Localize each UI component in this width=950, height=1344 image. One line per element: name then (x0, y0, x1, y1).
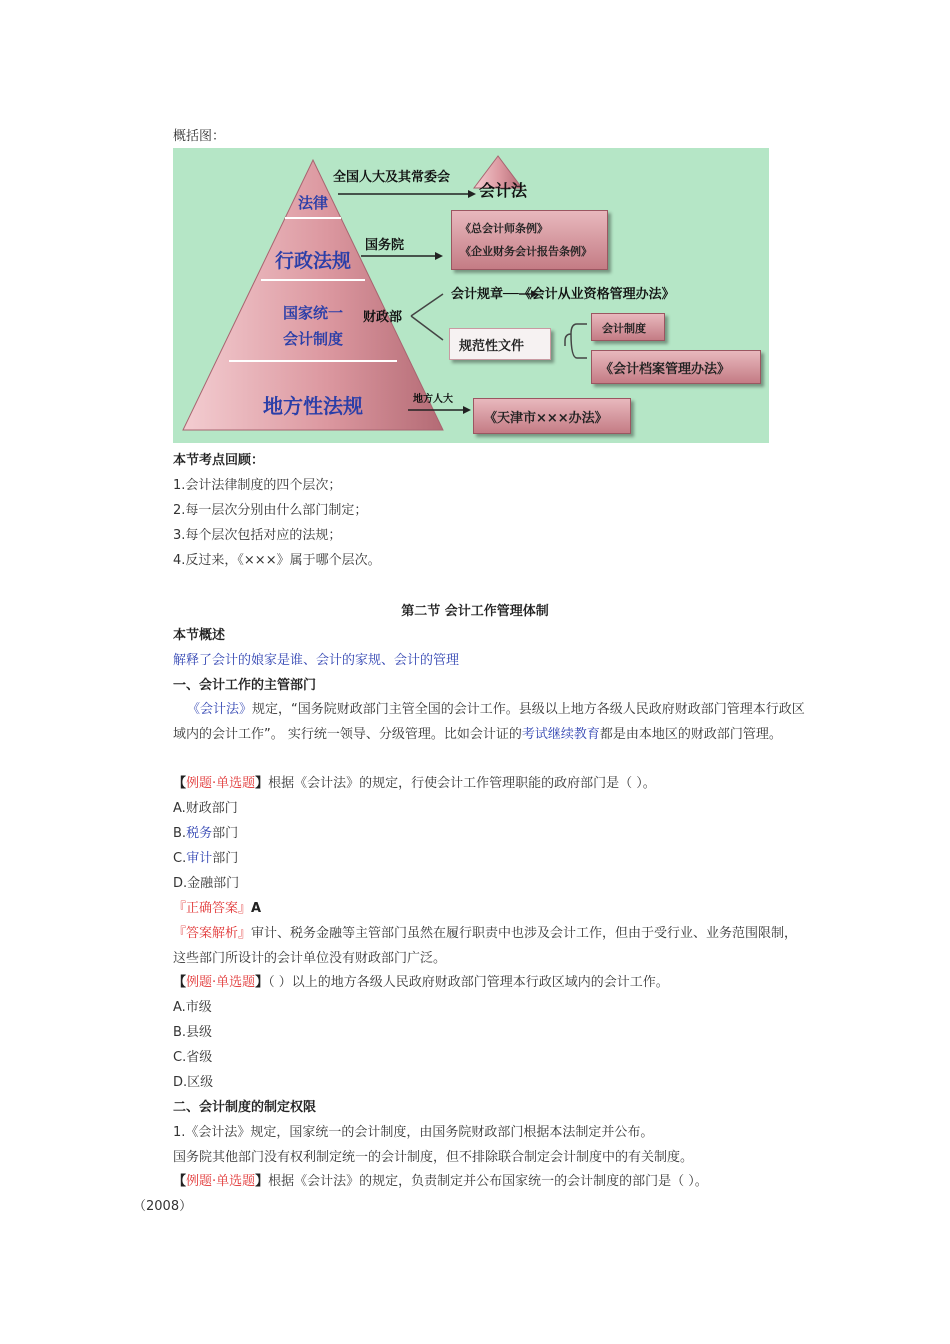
review-item: 3.每个层次包括对应的法规； (173, 528, 342, 543)
question-stem: 根据《会计法》的规定，负责制定并公布国家统一的会计制度的部门是（ ）。 (268, 1174, 708, 1189)
answer-label: 正确答案 (186, 901, 239, 916)
answer-analysis (173, 921, 808, 971)
admin-reg-item: 《总会计师条例》 (460, 222, 548, 235)
bracket: 【 (173, 1174, 187, 1189)
option-a (173, 799, 238, 819)
maker-npc-label: 全国人大及其常委会 (333, 170, 451, 185)
answer-value: A (251, 901, 262, 916)
normative-item: 会计制度 (602, 322, 646, 335)
option-letter: A. (173, 801, 186, 816)
diagram-caption: 概括图： (173, 129, 226, 144)
paragraph-other-departments: 国务院其他部门没有权利制定统一的会计制度，但不排除联合制定会计制度中的有关制度。 (173, 1150, 694, 1165)
normative-documents-box (449, 328, 551, 360)
level-local-regulations-label: 地方性法规 (263, 394, 363, 418)
option-text: 部门 (212, 826, 239, 841)
review-item: 1.会计法律制度的四个层次； (173, 478, 342, 493)
option-b: B.县级 (173, 1025, 213, 1040)
accounting-law-link[interactable]: 《会计法》 (187, 702, 253, 717)
paragraph-text: 都是由本地区的财政部门管理。 (599, 727, 782, 742)
archive-measures-box (591, 350, 761, 384)
correct-answer (173, 899, 261, 919)
question-stem: （ ）以上的地方各级人民政府财政部门管理本行政区域内的会计工作。 (268, 975, 669, 990)
maker-local-npc-label: 地方人大 (413, 394, 453, 405)
admin-regulations-box (451, 210, 608, 270)
review-title: 本节考点回顾： (173, 453, 265, 468)
bracket: 】 (255, 1174, 269, 1189)
bracket: 】 (255, 975, 269, 990)
paragraph-text: 规定，“国务院财政部门主管全国的会计工作。县级以上地方各级人民政府财政部门管理本行政区域内的会计工作”。 实行统一领导、分级管理。比如会计证的 (173, 702, 805, 742)
question-year: （2008） (133, 1199, 193, 1214)
option-text: 财政部门 (185, 801, 238, 816)
maker-state-council-label: 国务院 (365, 238, 405, 253)
option-letter: D. (173, 876, 188, 891)
analysis-label: 答案解析 (186, 926, 239, 941)
option-d: D.区级 (173, 1075, 214, 1090)
option-c: C.省级 (173, 1050, 213, 1065)
admin-reg-item: 《企业财务会计报告条例》 (460, 245, 592, 258)
bracket: 【 (173, 776, 187, 791)
maker-mof-label: 财政部 (363, 310, 403, 325)
bracket: 【 (173, 975, 187, 990)
question-stem: 根据《会计法》的规定，行使会计工作管理职能的政府部门是（ ）。 (268, 776, 656, 791)
question-2 (173, 973, 669, 993)
question-tag: 例题·单选题 (186, 975, 256, 990)
accounting-rules-label: 会计规章──《会计从业资格管理办法》 (451, 287, 675, 302)
option-a: A.市级 (173, 1000, 212, 1015)
option-b (173, 824, 238, 844)
paragraph-accounting-law (173, 697, 808, 747)
question-1 (173, 774, 656, 794)
accounting-law-hierarchy-diagram (173, 148, 769, 443)
bracket: 】 (255, 776, 269, 791)
level-admin-regulations-label: 行政法规 (274, 250, 351, 272)
exam-education-link[interactable]: 考试继续教育 (521, 727, 600, 742)
local-regulation-label: 《天津市×××办法》 (484, 411, 608, 426)
heading-supervising-department: 一、会计工作的主管部门 (173, 678, 317, 693)
level-national-unified-label: 国家统一 (282, 304, 343, 322)
option-letter: B. (173, 826, 187, 841)
section-title: 第二节 会计工作管理体制 (401, 604, 549, 619)
question-tag: 例题·单选题 (186, 1174, 256, 1189)
local-regulation-box (473, 398, 631, 434)
option-letter: C. (173, 851, 187, 866)
normative-item: 《会计档案管理办法》 (600, 362, 731, 377)
level-law-label: 法律 (297, 194, 328, 212)
overview-text: 解释了会计的娘家是谁、会计的家规、会计的管理 (173, 653, 460, 668)
bracket: 』 (238, 901, 252, 916)
question-tag: 例题·单选题 (186, 776, 256, 791)
tax-link[interactable]: 税务 (186, 826, 213, 841)
option-d (173, 874, 239, 894)
analysis-text: 审计、税务金融等主管部门虽然在履行职责中也涉及会计工作，但由于受行业、业务范围限制，这些部门所设计的会计单位没有财政部门广泛。 (173, 926, 798, 966)
option-text: 金融部门 (187, 876, 240, 891)
paragraph-rulemaking: 1.《会计法》规定，国家统一的会计制度，由国务院财政部门根据本法制定并公布。 (173, 1125, 654, 1140)
bracket: 』 (238, 926, 252, 941)
heading-rulemaking-authority: 二、会计制度的制定权限 (173, 1100, 317, 1115)
option-c (173, 849, 238, 869)
option-text: 部门 (212, 851, 239, 866)
review-item: 2.每一层次分别由什么部门制定； (173, 503, 368, 518)
review-item: 4.反过来，《×××》属于哪个层次。 (173, 553, 381, 568)
accounting-system-box (591, 313, 665, 341)
accounting-law-label: 会计法 (479, 181, 528, 200)
normative-documents-label: 规范性文件 (459, 339, 525, 354)
bracket: 『 (173, 926, 187, 941)
overview-title: 本节概述 (173, 628, 226, 643)
audit-link[interactable]: 审计 (186, 851, 213, 866)
level-accounting-system-label: 会计制度 (282, 330, 343, 348)
question-3 (173, 1172, 708, 1192)
bracket: 『 (173, 901, 187, 916)
